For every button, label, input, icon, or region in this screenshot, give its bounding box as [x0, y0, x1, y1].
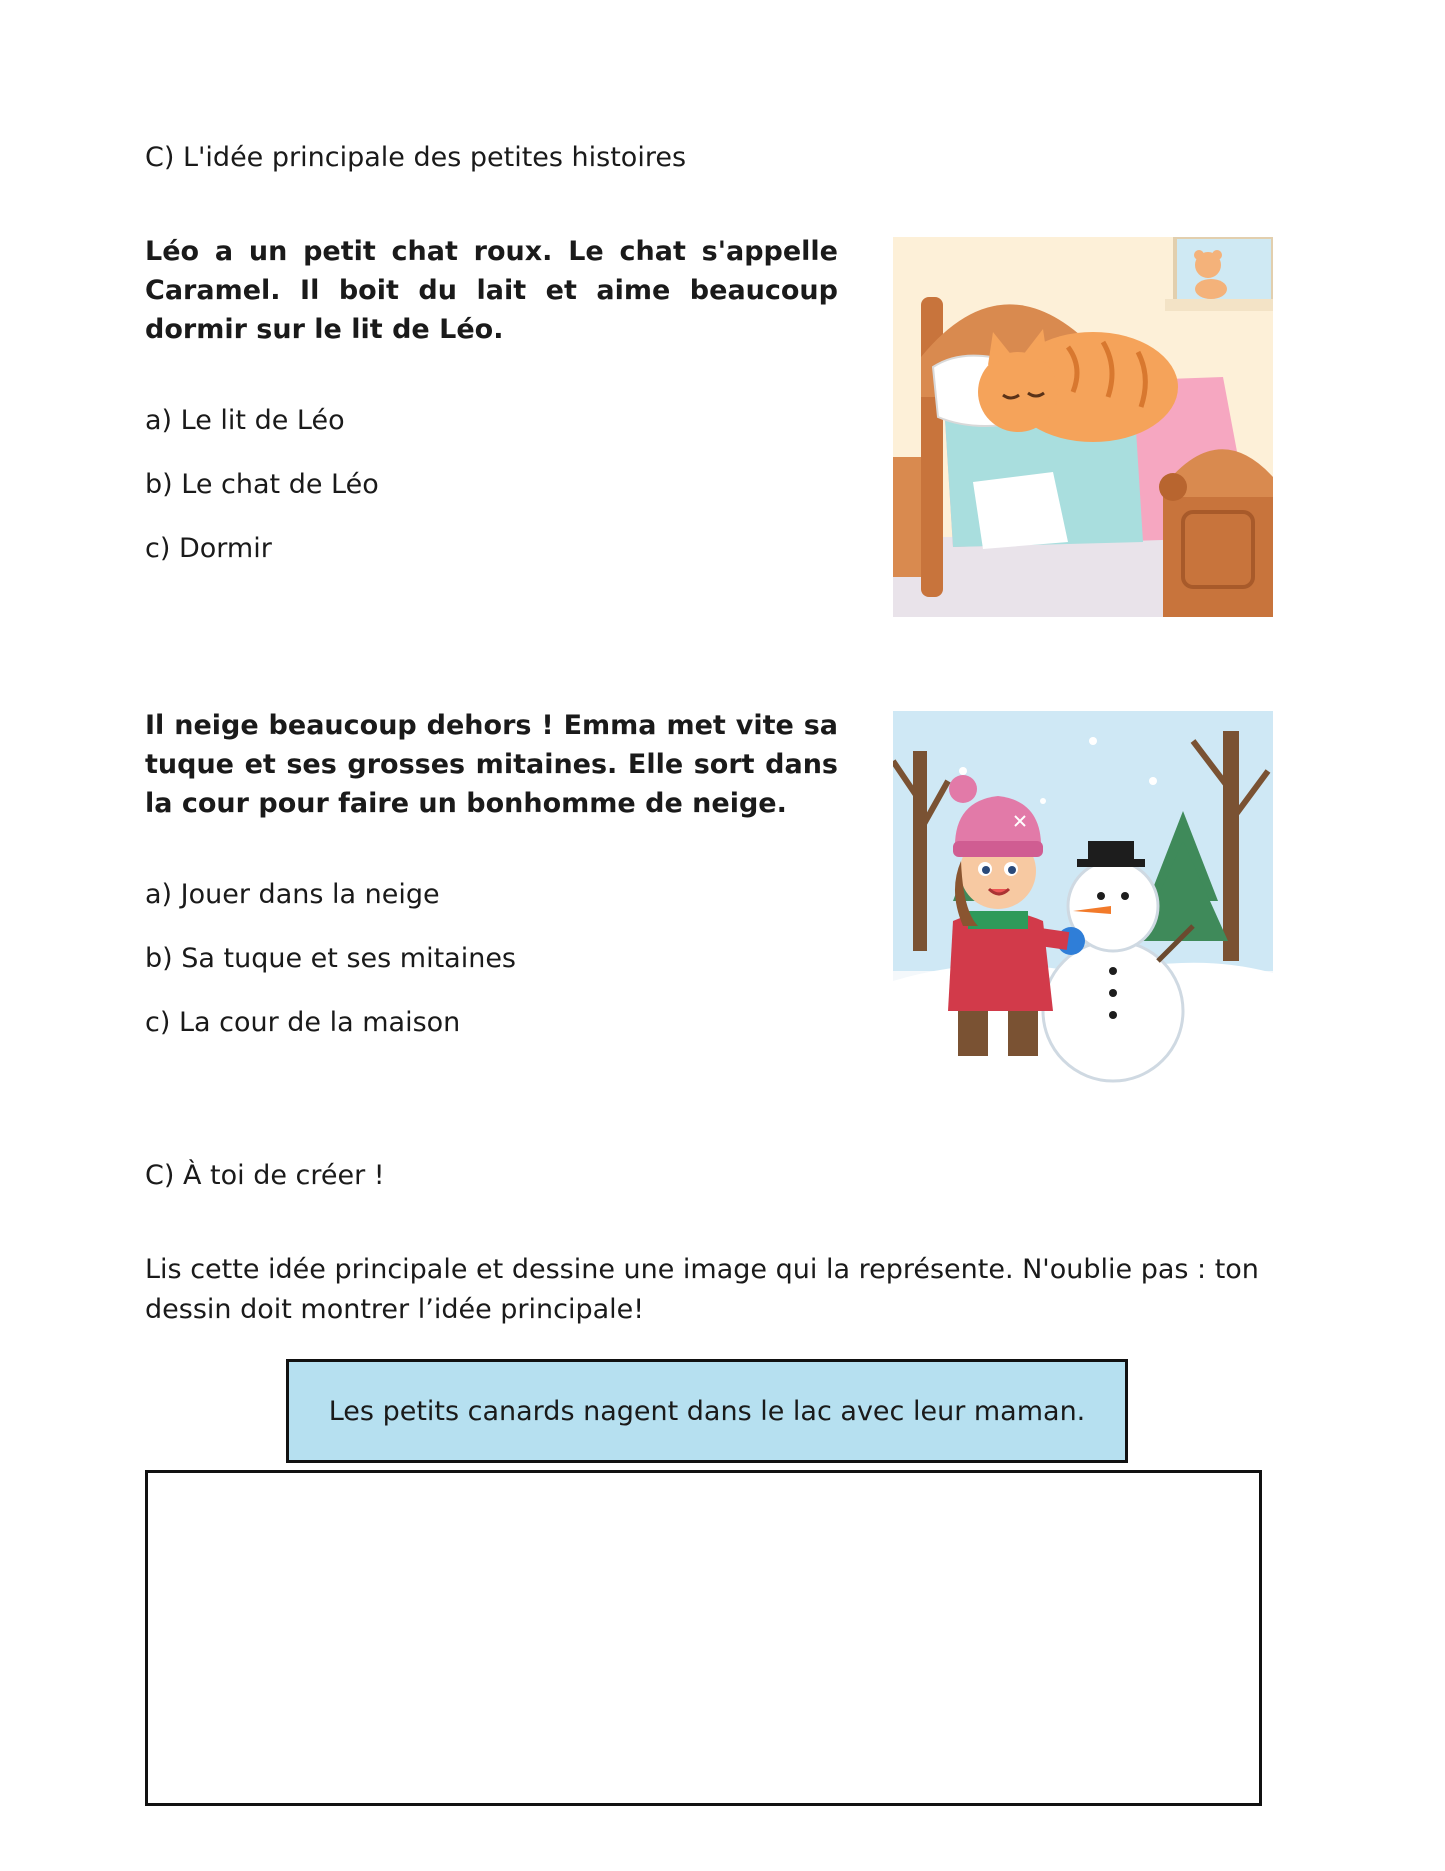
main-idea-prompt-box [286, 1359, 1128, 1463]
section-heading-main-idea: C) L'idée principale des petites histoires [145, 142, 687, 173]
girl-snowman-illustration [893, 711, 1273, 1091]
story-2-option-a: a) Jouer dans la neige [145, 879, 440, 910]
main-idea-prompt-text: Les petits canards nagent dans le lac avec leur maman. [328, 1395, 1086, 1427]
story-2-option-c: c) La cour de la maison [145, 1007, 461, 1038]
story-2-options [145, 878, 516, 1070]
story-2-option-b: b) Sa tuque et ses mitaines [145, 943, 516, 974]
story-1-options [145, 404, 379, 596]
story-1-option-c: c) Dormir [145, 533, 272, 564]
drawing-instruction: Lis cette idée principale et dessine une image qui la représente. N'oublie pas : ton dessin doit montrer l’idée principale! [145, 1254, 1259, 1325]
sleeping-cat-illustration [893, 237, 1273, 617]
story-2-text: Il neige beaucoup dehors ! Emma met vite sa tuque et ses grosses mitaines. Elle sort dans la cour pour faire un bonhomme de neige. [145, 710, 838, 819]
story-1-text: Léo a un petit chat roux. Le chat s'appelle Caramel. Il boit du lait et aime beaucoup dormir sur le lit de Léo. [145, 236, 838, 345]
story-1-option-b: b) Le chat de Léo [145, 469, 379, 500]
section-heading-create: C) À toi de créer ! [145, 1160, 385, 1191]
drawing-area[interactable] [145, 1470, 1262, 1806]
story-1-option-a: a) Le lit de Léo [145, 405, 345, 436]
